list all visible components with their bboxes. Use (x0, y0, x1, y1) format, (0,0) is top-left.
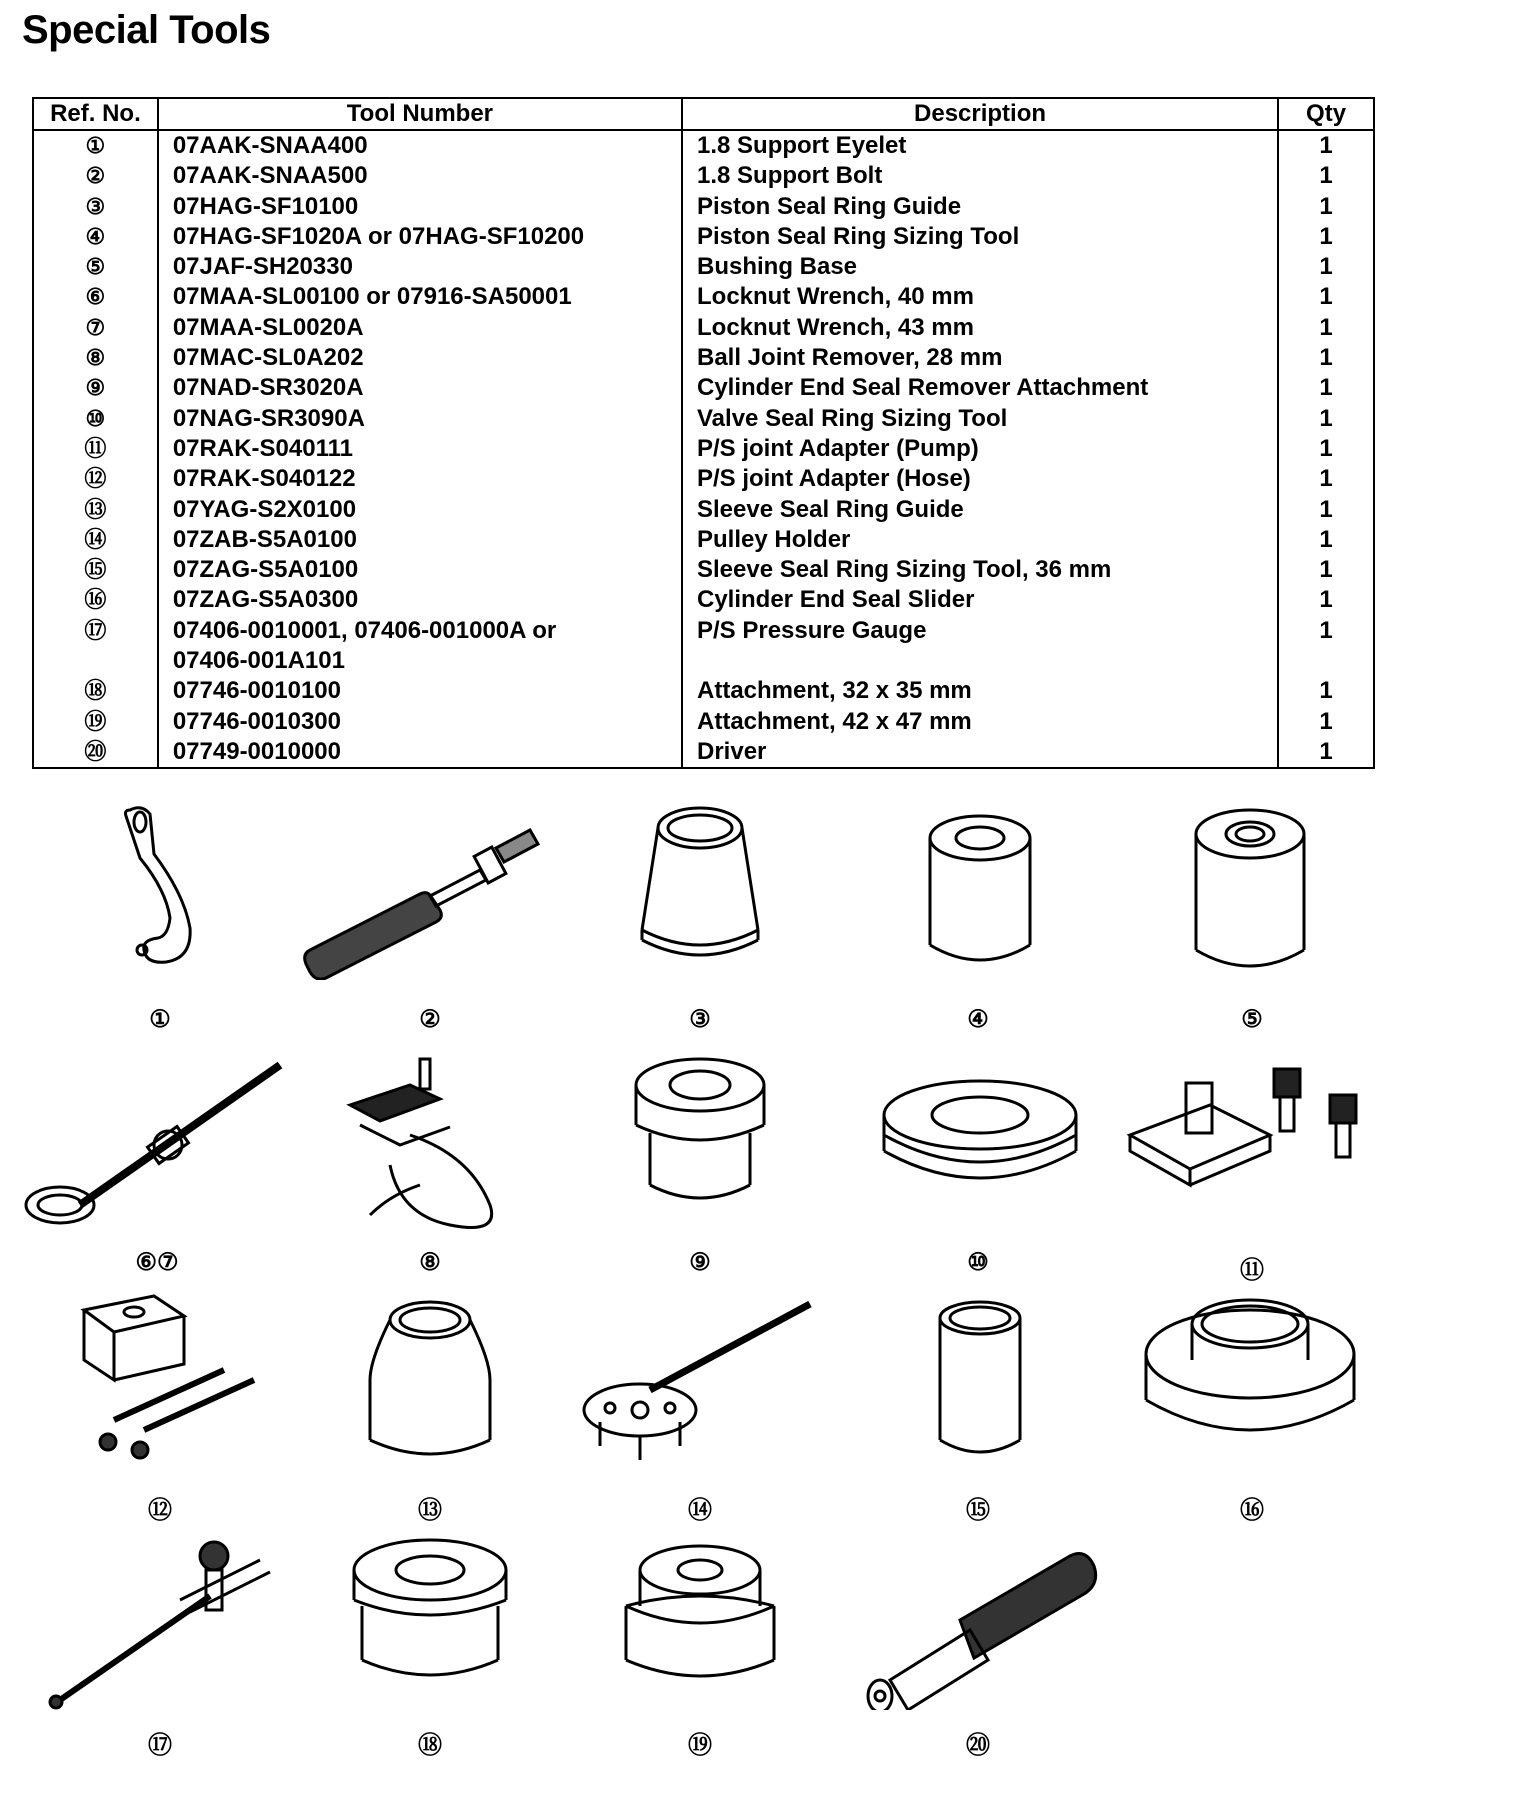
header-ref-no: Ref. No. (33, 98, 158, 130)
figure-label-17: ⑰ (148, 1732, 172, 1759)
figure-label-10: ⑩ (967, 1249, 989, 1276)
tool-number-cell: 07NAG-SR3090A (158, 404, 682, 434)
tool-illustration-sleeve-seal-ring-guide (300, 1290, 560, 1470)
tool-number-cell: 07HAG-SF1020A or 07HAG-SF10200 (158, 222, 682, 252)
table-row (33, 495, 1374, 525)
tool-number-cell: 07ZAG-S5A0100 (158, 555, 682, 585)
qty-cell: 1 (1278, 222, 1374, 252)
table-row (33, 313, 1374, 343)
figure-label-1: ① (149, 1006, 171, 1033)
tool-illustration-support-bolt (290, 800, 550, 980)
table-row (33, 707, 1374, 737)
figure-label-3: ③ (689, 1006, 711, 1033)
description-cell: Piston Seal Ring Guide (682, 192, 1278, 222)
table-row (33, 252, 1374, 282)
ref-cell: ⑯ (33, 585, 158, 615)
ref-cell: ③ (33, 192, 158, 222)
description-cell: Attachment, 42 x 47 mm (682, 707, 1278, 737)
figure-label-13: ⑬ (418, 1497, 442, 1524)
figure-label-8: ⑧ (419, 1249, 441, 1276)
qty-cell (1278, 646, 1374, 676)
qty-cell: 1 (1278, 434, 1374, 464)
tool-number-cell: 07746-0010300 (158, 707, 682, 737)
tool-number-cell: 07ZAG-S5A0300 (158, 585, 682, 615)
description-cell (682, 646, 1278, 676)
description-cell: Driver (682, 737, 1278, 768)
table-row (33, 464, 1374, 494)
table-row (33, 161, 1374, 191)
tool-illustration-piston-seal-ring-sizing-tool (850, 800, 1110, 980)
tool-illustration-ball-joint-remover (300, 1045, 560, 1235)
qty-cell: 1 (1278, 282, 1374, 312)
tool-number-cell: 07MAC-SL0A202 (158, 343, 682, 373)
ref-cell: ⑭ (33, 525, 158, 555)
tool-illustration-valve-seal-ring-sizing-tool (850, 1065, 1110, 1225)
tool-illustration-ps-pressure-gauge (30, 1530, 290, 1710)
description-cell: Pulley Holder (682, 525, 1278, 555)
tool-number-cell: 07HAG-SF10100 (158, 192, 682, 222)
tool-illustration-attachment-32x35 (300, 1530, 560, 1710)
table-row (33, 737, 1374, 768)
table-row (33, 373, 1374, 403)
qty-cell: 1 (1278, 737, 1374, 768)
header-tool-number: Tool Number (158, 98, 682, 130)
description-cell: Locknut Wrench, 40 mm (682, 282, 1278, 312)
table-row (33, 404, 1374, 434)
tool-illustration-cylinder-end-seal-remover-attachment (570, 1055, 830, 1235)
tool-number-cell: 07NAD-SR3020A (158, 373, 682, 403)
description-cell: P/S joint Adapter (Hose) (682, 464, 1278, 494)
qty-cell: 1 (1278, 313, 1374, 343)
figure-label-6-7: ⑥⑦ (135, 1249, 179, 1276)
table-row (33, 434, 1374, 464)
table-row (33, 192, 1374, 222)
description-cell: Valve Seal Ring Sizing Tool (682, 404, 1278, 434)
figure-label-12: ⑫ (148, 1497, 172, 1524)
tool-illustration-locknut-wrench (20, 1055, 280, 1235)
description-cell: Sleeve Seal Ring Sizing Tool, 36 mm (682, 555, 1278, 585)
ref-cell: ⑨ (33, 373, 158, 403)
figure-label-18: ⑱ (418, 1732, 442, 1759)
qty-cell: 1 (1278, 555, 1374, 585)
figure-label-4: ④ (967, 1006, 989, 1033)
table-row (33, 343, 1374, 373)
qty-cell: 1 (1278, 525, 1374, 555)
tool-number-cell: 07AAK-SNAA500 (158, 161, 682, 191)
table-row (33, 525, 1374, 555)
figure-label-15: ⑮ (966, 1497, 990, 1524)
qty-cell: 1 (1278, 585, 1374, 615)
ref-cell: ② (33, 161, 158, 191)
description-cell: Bushing Base (682, 252, 1278, 282)
tool-illustration-sleeve-seal-ring-sizing-tool (850, 1290, 1110, 1470)
tool-illustration-ps-joint-adapter-pump (1120, 1055, 1380, 1235)
tool-number-cell: 07ZAB-S5A0100 (158, 525, 682, 555)
description-cell: Cylinder End Seal Slider (682, 585, 1278, 615)
qty-cell: 1 (1278, 495, 1374, 525)
tool-number-cell: 07749-0010000 (158, 737, 682, 768)
table-header-row (33, 98, 1374, 130)
ref-cell: ⑰ (33, 616, 158, 646)
figure-label-9: ⑨ (689, 1249, 711, 1276)
ref-cell: ⑮ (33, 555, 158, 585)
description-cell: Ball Joint Remover, 28 mm (682, 343, 1278, 373)
tool-number-cell: 07MAA-SL0020A (158, 313, 682, 343)
ref-cell: ① (33, 130, 158, 161)
page-title: Special Tools (22, 8, 271, 52)
qty-cell: 1 (1278, 676, 1374, 706)
qty-cell: 1 (1278, 616, 1374, 646)
qty-cell: 1 (1278, 464, 1374, 494)
ref-cell: ⑥ (33, 282, 158, 312)
table-row (33, 282, 1374, 312)
qty-cell: 1 (1278, 707, 1374, 737)
ref-cell: ⑳ (33, 737, 158, 768)
figure-label-20: ⑳ (966, 1732, 990, 1759)
tool-illustration-bushing-base (1120, 800, 1380, 980)
tool-number-cell: 07AAK-SNAA400 (158, 130, 682, 161)
figure-label-19: ⑲ (688, 1732, 712, 1759)
ref-cell: ⑩ (33, 404, 158, 434)
description-cell: P/S joint Adapter (Pump) (682, 434, 1278, 464)
qty-cell: 1 (1278, 404, 1374, 434)
table-row (33, 222, 1374, 252)
description-cell: Attachment, 32 x 35 mm (682, 676, 1278, 706)
table-row (33, 676, 1374, 706)
tool-number-cell: 07RAK-S040122 (158, 464, 682, 494)
tool-illustration-pulley-holder (570, 1290, 830, 1470)
header-description: Description (682, 98, 1278, 130)
tool-illustration-attachment-42x47 (570, 1530, 830, 1710)
ref-cell: ⑬ (33, 495, 158, 525)
qty-cell: 1 (1278, 192, 1374, 222)
description-cell: Sleeve Seal Ring Guide (682, 495, 1278, 525)
ref-cell: ④ (33, 222, 158, 252)
tool-number-cell: 07RAK-S040111 (158, 434, 682, 464)
table-row (33, 616, 1374, 646)
ref-cell: ⑱ (33, 676, 158, 706)
tool-number-cell: 07746-0010100 (158, 676, 682, 706)
description-cell: 1.8 Support Bolt (682, 161, 1278, 191)
tool-illustration-piston-seal-ring-guide (570, 800, 830, 980)
tool-illustration-ps-joint-adapter-hose (30, 1290, 290, 1470)
figure-label-11: ⑪ (1240, 1257, 1264, 1284)
ref-cell: ⑧ (33, 343, 158, 373)
figure-label-2: ② (419, 1006, 441, 1033)
qty-cell: 1 (1278, 161, 1374, 191)
description-cell: Locknut Wrench, 43 mm (682, 313, 1278, 343)
special-tools-table (32, 97, 1375, 769)
ref-cell: ⑦ (33, 313, 158, 343)
table-row (33, 646, 1374, 676)
tool-number-cell: 07406-001A101 (158, 646, 682, 676)
ref-cell: ⑪ (33, 434, 158, 464)
description-cell: P/S Pressure Gauge (682, 616, 1278, 646)
ref-cell: ⑫ (33, 464, 158, 494)
table-row (33, 555, 1374, 585)
ref-cell: ⑤ (33, 252, 158, 282)
description-cell: Cylinder End Seal Remover Attachment (682, 373, 1278, 403)
table-row (33, 130, 1374, 161)
header-qty: Qty (1278, 98, 1374, 130)
tool-number-cell: 07MAA-SL00100 or 07916-SA50001 (158, 282, 682, 312)
qty-cell: 1 (1278, 130, 1374, 161)
qty-cell: 1 (1278, 343, 1374, 373)
figure-label-16: ⑯ (1240, 1497, 1264, 1524)
description-cell: 1.8 Support Eyelet (682, 130, 1278, 161)
tool-illustration-cylinder-end-seal-slider (1120, 1290, 1380, 1470)
figure-label-5: ⑤ (1241, 1006, 1263, 1033)
tool-illustration-support-eyelet (30, 800, 290, 980)
tool-illustration-driver (850, 1530, 1110, 1710)
ref-cell (33, 646, 158, 676)
ref-cell: ⑲ (33, 707, 158, 737)
figure-label-14: ⑭ (688, 1497, 712, 1524)
table-row (33, 585, 1374, 615)
tool-number-cell: 07JAF-SH20330 (158, 252, 682, 282)
tool-number-cell: 07YAG-S2X0100 (158, 495, 682, 525)
qty-cell: 1 (1278, 373, 1374, 403)
tool-number-cell: 07406-0010001, 07406-001000A or (158, 616, 682, 646)
qty-cell: 1 (1278, 252, 1374, 282)
description-cell: Piston Seal Ring Sizing Tool (682, 222, 1278, 252)
